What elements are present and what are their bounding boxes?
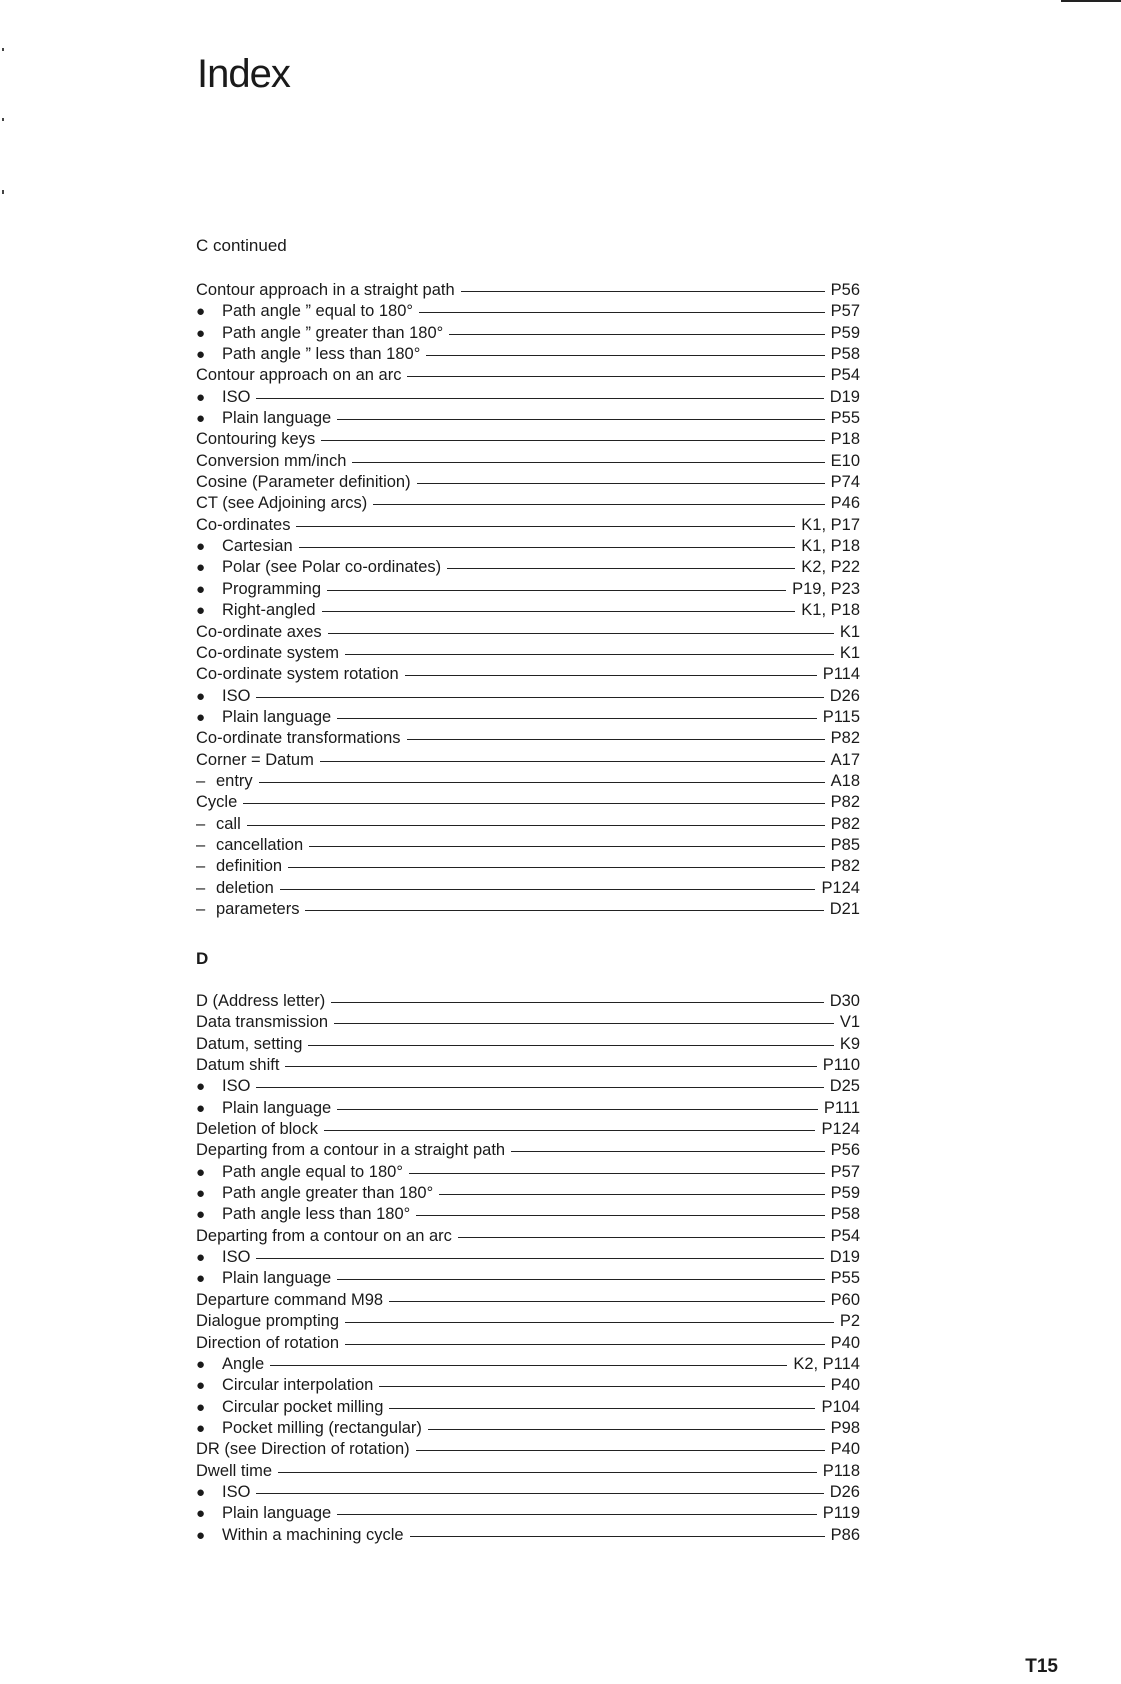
index-entry-ref: P115	[822, 707, 860, 726]
bullet-icon: ●	[196, 346, 206, 364]
index-entry-label: Path angle less than 180°	[222, 1205, 411, 1224]
leader-line	[299, 547, 796, 548]
index-entry-label: call	[216, 814, 241, 833]
index-entry-ref: P40	[830, 1440, 860, 1459]
index-entry	[196, 728, 860, 749]
index-entry	[196, 856, 860, 877]
index-entry	[196, 878, 860, 899]
index-entry-label: Path angle equal to 180°	[222, 1162, 403, 1181]
index-entry-label: cancellation	[216, 835, 304, 854]
index-entry	[196, 1354, 860, 1375]
index-entry-ref: P124	[821, 878, 860, 897]
index-entry-label: parameters	[216, 899, 300, 918]
index-entry-label: Plain language	[222, 707, 332, 726]
leader-line	[337, 1109, 818, 1110]
index-entry-label: CT (see Adjoining arcs)	[196, 494, 368, 513]
bullet-icon: ●	[196, 1505, 206, 1523]
index-list-c	[196, 280, 860, 920]
leader-line	[308, 1045, 833, 1046]
index-entry-ref: A17	[830, 750, 860, 769]
leader-line	[511, 1151, 825, 1152]
index-entry-label: Datum shift	[196, 1056, 280, 1075]
leader-line	[270, 1365, 787, 1366]
leader-line	[373, 504, 824, 505]
index-entry-ref: P98	[830, 1418, 860, 1437]
index-entry-ref: P57	[830, 302, 860, 321]
dash-marker: –	[196, 835, 206, 854]
index-entry	[196, 1055, 860, 1076]
index-entry-label: Departing from a contour in a straight path	[196, 1141, 506, 1160]
leader-line	[407, 739, 825, 740]
index-entry	[196, 515, 860, 536]
leader-line	[328, 633, 834, 634]
index-entry-label: Datum, setting	[196, 1034, 303, 1053]
leader-line	[337, 1514, 817, 1515]
leader-line	[419, 312, 825, 313]
bullet-icon: ●	[196, 1526, 206, 1544]
leader-line	[417, 483, 825, 484]
index-entry	[196, 557, 860, 578]
index-entry	[196, 472, 860, 493]
dash-marker: –	[196, 857, 206, 876]
index-entry-ref: K9	[839, 1034, 860, 1053]
leader-line	[409, 1173, 825, 1174]
index-entry	[196, 814, 860, 835]
bullet-icon: ●	[196, 1185, 206, 1203]
bullet-icon: ●	[196, 1377, 206, 1395]
index-entry	[196, 301, 860, 322]
index-entry-label: Conversion mm/inch	[196, 451, 347, 470]
leader-line	[345, 1344, 825, 1345]
index-entry-ref: P82	[830, 857, 860, 876]
index-entry	[196, 536, 860, 557]
page-number: T15	[1025, 1656, 1058, 1677]
index-entry-ref: P40	[830, 1376, 860, 1395]
index-entry	[196, 991, 860, 1012]
index-entry-ref: K1, P18	[801, 601, 860, 620]
index-entry-label: Programming	[222, 579, 322, 598]
index-entry	[196, 579, 860, 600]
index-entry-label: Right-angled	[222, 601, 316, 620]
leader-line	[405, 675, 817, 676]
index-entry	[196, 1034, 860, 1055]
index-entry	[196, 835, 860, 856]
index-entry	[196, 387, 860, 408]
index-entry-label: deletion	[216, 878, 274, 897]
leader-line	[309, 846, 825, 847]
index-entry-label: ISO	[222, 1077, 251, 1096]
index-entry-label: Cosine (Parameter definition)	[196, 473, 411, 492]
leader-line	[416, 1215, 824, 1216]
index-entry	[196, 1204, 860, 1225]
leader-line	[410, 1536, 825, 1537]
bullet-icon: ●	[196, 410, 206, 428]
index-entry-label: Plain language	[222, 1269, 332, 1288]
leader-line	[256, 1258, 823, 1259]
index-entry-label: Path angle ” equal to 180°	[222, 302, 413, 321]
index-entry	[196, 707, 860, 728]
index-entry-label: Co-ordinate system rotation	[196, 665, 399, 684]
index-entry-ref: P59	[830, 323, 860, 342]
index-entry-label: Direction of rotation	[196, 1333, 340, 1352]
bullet-icon: ●	[196, 1483, 206, 1501]
leader-line	[305, 910, 823, 911]
scan-mark	[2, 48, 4, 51]
index-entry-ref: P82	[830, 793, 860, 812]
index-entry-label: Polar (see Polar co-ordinates)	[222, 558, 442, 577]
leader-line	[447, 568, 795, 569]
leader-line	[461, 291, 825, 292]
index-entry-label: Plain language	[222, 1504, 332, 1523]
index-entry-ref: P82	[830, 814, 860, 833]
index-entry	[196, 622, 860, 643]
index-entry	[196, 1012, 860, 1033]
leader-line	[327, 590, 786, 591]
bullet-icon: ●	[196, 708, 206, 726]
index-entry	[196, 643, 860, 664]
leader-line	[256, 697, 823, 698]
index-entry-label: D (Address letter)	[196, 992, 326, 1010]
bullet-icon: ●	[196, 1206, 206, 1224]
index-entry-label: Pocket milling (rectangular)	[222, 1418, 422, 1437]
index-entry	[196, 365, 860, 386]
index-entry-label: entry	[216, 771, 253, 790]
index-entry-ref: P58	[830, 345, 860, 364]
index-entry	[196, 408, 860, 429]
bullet-icon: ●	[196, 602, 206, 620]
bullet-icon: ●	[196, 687, 206, 705]
index-entry	[196, 451, 860, 472]
index-entry-label: ISO	[222, 387, 251, 406]
bullet-icon: ●	[196, 1398, 206, 1416]
index-entry-ref: P104	[821, 1397, 860, 1416]
index-entry-ref: A18	[830, 771, 860, 790]
scan-mark	[2, 190, 4, 194]
index-entry-label: Dialogue prompting	[196, 1312, 340, 1331]
leader-line	[352, 462, 824, 463]
leader-line	[379, 1386, 824, 1387]
dash-marker: –	[196, 899, 206, 918]
index-entry-label: Co-ordinate axes	[196, 622, 322, 641]
leader-line	[296, 526, 795, 527]
index-entry-ref: P60	[830, 1290, 860, 1309]
index-entry-ref: P58	[830, 1205, 860, 1224]
index-entry-label: Path angle greater than 180°	[222, 1184, 434, 1203]
index-entry	[196, 1140, 860, 1161]
index-entry-label: Circular interpolation	[222, 1376, 374, 1395]
index-entry-label: Co-ordinates	[196, 515, 291, 534]
bullet-icon: ●	[196, 1355, 206, 1373]
index-entry	[196, 1290, 860, 1311]
index-entry-ref: D26	[829, 1482, 860, 1501]
leader-line	[345, 654, 834, 655]
index-entry	[196, 1119, 860, 1140]
index-entry	[196, 1525, 860, 1546]
index-entry-ref: E10	[830, 451, 860, 470]
index-entry-ref: K1, P18	[801, 537, 860, 556]
index-entry	[196, 792, 860, 813]
index-entry-ref: P74	[830, 473, 860, 492]
index-entry	[196, 1183, 860, 1204]
index-entry-label: Cycle	[196, 793, 238, 812]
leader-line	[334, 1023, 834, 1024]
index-entry	[196, 1311, 860, 1332]
index-entry-label: Dwell time	[196, 1461, 273, 1480]
index-entry-label: ISO	[222, 1482, 251, 1501]
leader-line	[337, 718, 817, 719]
leader-line	[259, 782, 825, 783]
index-entry-ref: K1	[839, 643, 860, 662]
index-entry	[196, 1503, 860, 1524]
index-entry-label: Contour approach in a straight path	[196, 281, 455, 299]
section-heading-c: C continued	[196, 236, 287, 255]
leader-line	[256, 1087, 823, 1088]
index-entry-ref: P46	[830, 494, 860, 513]
index-entry	[196, 600, 860, 621]
index-entry-ref: P18	[830, 430, 860, 449]
index-entry	[196, 1439, 860, 1460]
index-entry	[196, 493, 860, 514]
index-entry-label: ISO	[222, 686, 251, 705]
index-list-d	[196, 991, 860, 1546]
leader-line	[320, 761, 825, 762]
leader-line	[407, 376, 824, 377]
index-entry-ref: P111	[823, 1098, 860, 1117]
index-entry-ref: P85	[830, 835, 860, 854]
leader-line	[345, 1322, 834, 1323]
scan-mark	[2, 118, 4, 121]
index-entry-label: Cartesian	[222, 537, 293, 556]
leader-line	[337, 419, 824, 420]
bullet-icon: ●	[196, 1270, 206, 1288]
index-entry-ref: D25	[829, 1077, 860, 1096]
leader-line	[256, 398, 823, 399]
leader-line	[321, 440, 824, 441]
bullet-icon: ●	[196, 388, 206, 406]
index-entry-label: Angle	[222, 1354, 265, 1373]
index-entry-label: definition	[216, 857, 283, 876]
leader-line	[439, 1194, 824, 1195]
leader-line	[426, 355, 824, 356]
leader-line	[331, 1002, 823, 1003]
index-entry	[196, 750, 860, 771]
index-entry-ref: P2	[839, 1312, 860, 1331]
bullet-icon: ●	[196, 1249, 206, 1267]
leader-line	[288, 867, 825, 868]
index-entry-ref: V1	[839, 1013, 860, 1032]
index-entry	[196, 1247, 860, 1268]
index-entry-label: Path angle ” less than 180°	[222, 345, 421, 364]
index-entry-ref: P55	[830, 1269, 860, 1288]
leader-line	[278, 1472, 817, 1473]
bullet-icon: ●	[196, 324, 206, 342]
index-entry	[196, 1461, 860, 1482]
index-entry-label: Data transmission	[196, 1013, 329, 1032]
index-entry-ref: P114	[822, 665, 860, 684]
section-heading-d: D	[196, 949, 209, 968]
leader-line	[449, 334, 824, 335]
leader-line	[247, 825, 825, 826]
dash-marker: –	[196, 771, 206, 790]
leader-line	[324, 1130, 815, 1131]
index-entry-ref: P54	[830, 366, 860, 385]
index-entry-label: Co-ordinate system	[196, 643, 340, 662]
index-entry-ref: D30	[829, 992, 860, 1010]
dash-marker: –	[196, 878, 206, 897]
index-entry-ref: D19	[829, 387, 860, 406]
index-entry-label: Contouring keys	[196, 430, 316, 449]
leader-line	[389, 1301, 825, 1302]
leader-line	[337, 1279, 824, 1280]
bullet-icon: ●	[196, 559, 206, 577]
leader-line	[243, 803, 824, 804]
index-entry-label: Contour approach on an arc	[196, 366, 402, 385]
index-entry-ref: P55	[830, 409, 860, 428]
index-entry	[196, 686, 860, 707]
index-entry	[196, 1076, 860, 1097]
index-entry-label: Path angle ” greater than 180°	[222, 323, 444, 342]
index-entry	[196, 664, 860, 685]
index-entry-ref: P40	[830, 1333, 860, 1352]
index-entry-label: Deletion of block	[196, 1120, 318, 1139]
index-entry-label: ISO	[222, 1248, 251, 1267]
leader-line	[389, 1408, 815, 1409]
index-entry-ref: P54	[830, 1226, 860, 1245]
leader-line	[428, 1429, 825, 1430]
index-entry-label: Departing from a contour on an arc	[196, 1226, 452, 1245]
leader-line	[280, 889, 816, 890]
bullet-icon: ●	[196, 1078, 206, 1096]
index-entry	[196, 1162, 860, 1183]
leader-line	[416, 1450, 825, 1451]
index-entry-ref: P56	[830, 1141, 860, 1160]
index-entry-label: Circular pocket milling	[222, 1397, 384, 1416]
bullet-icon: ●	[196, 303, 206, 321]
index-entry	[196, 323, 860, 344]
index-entry-label: Corner = Datum	[196, 750, 314, 769]
index-entry-label: Plain language	[222, 409, 332, 428]
bullet-icon: ●	[196, 538, 206, 556]
index-entry-ref: P118	[822, 1461, 860, 1480]
bullet-icon: ●	[196, 580, 206, 598]
index-entry	[196, 344, 860, 365]
leader-line	[285, 1066, 816, 1067]
index-entry-label: Within a machining cycle	[222, 1525, 404, 1544]
index-entry-ref: P119	[822, 1504, 860, 1523]
index-entry-ref: P19, P23	[792, 579, 860, 598]
index-entry	[196, 1418, 860, 1439]
index-entry-label: Plain language	[222, 1098, 332, 1117]
index-entry-ref: D19	[829, 1248, 860, 1267]
index-entry-label: DR (see Direction of rotation)	[196, 1440, 410, 1459]
top-rule	[1061, 0, 1121, 2]
dash-marker: –	[196, 814, 206, 833]
index-entry-ref: P86	[830, 1525, 860, 1544]
index-entry-ref: P59	[830, 1184, 860, 1203]
leader-line	[322, 611, 796, 612]
index-entry	[196, 429, 860, 450]
index-entry	[196, 1226, 860, 1247]
leader-line	[256, 1493, 823, 1494]
index-entry	[196, 771, 860, 792]
index-entry-ref: D21	[829, 899, 860, 918]
index-entry-ref: P57	[830, 1162, 860, 1181]
leader-line	[458, 1237, 825, 1238]
index-entry	[196, 1333, 860, 1354]
bullet-icon: ●	[196, 1163, 206, 1181]
index-entry-ref: K1, P17	[801, 515, 860, 534]
index-entry	[196, 1482, 860, 1503]
index-entry-ref: P56	[830, 281, 860, 299]
index-entry-ref: K2, P114	[793, 1354, 860, 1373]
index-entry-ref: D26	[829, 686, 860, 705]
index-entry-ref: P82	[830, 729, 860, 748]
bullet-icon: ●	[196, 1419, 206, 1437]
bullet-icon: ●	[196, 1099, 206, 1117]
index-entry-label: Co-ordinate transformations	[196, 729, 401, 748]
index-entry	[196, 1268, 860, 1289]
index-entry	[196, 280, 860, 301]
index-entry	[196, 1375, 860, 1396]
index-entry	[196, 899, 860, 920]
index-entry-label: Departure command M98	[196, 1290, 384, 1309]
index-entry-ref: P124	[821, 1120, 860, 1139]
page-title: Index	[197, 52, 290, 96]
index-entry-ref: P110	[822, 1056, 860, 1075]
index-entry	[196, 1397, 860, 1418]
index-entry-ref: K2, P22	[801, 558, 860, 577]
index-entry	[196, 1098, 860, 1119]
index-entry-ref: K1	[839, 622, 860, 641]
